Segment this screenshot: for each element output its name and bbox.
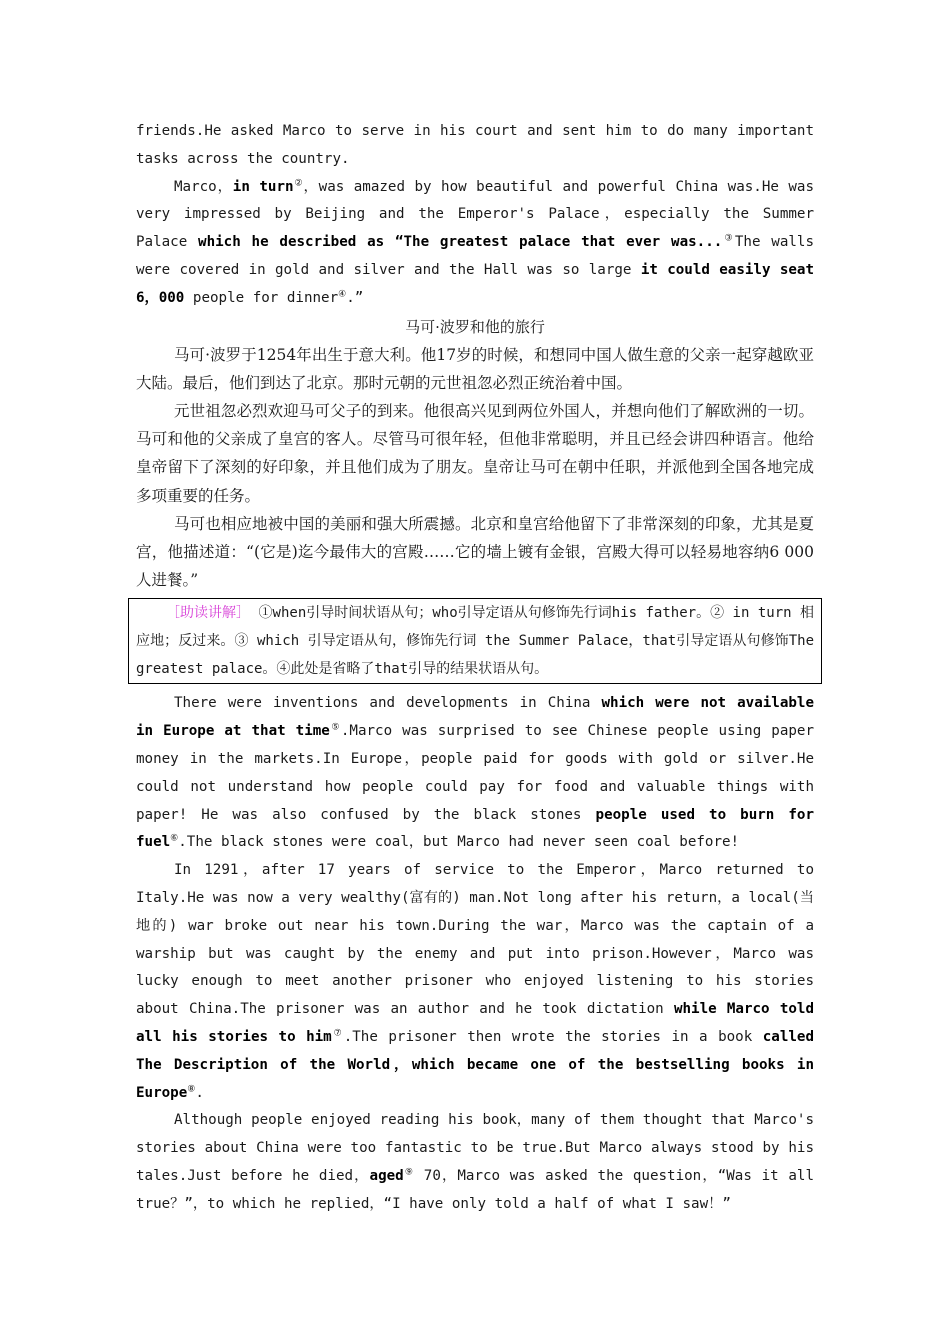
note-marker-6: ⑥ (170, 833, 179, 844)
highlight-seat-6000: it could easily seat 6，000 (136, 261, 814, 306)
highlight-not-available: which were not available in Europe at that time (136, 695, 814, 740)
paragraph-1291: In 1291，after 17 years of service to the Emperor，Marco returned to Italy.He was now a very wealthy(富有的) man.Not long after his return，a local(当地的) war broke out near his town.During the war，Marco was the captain of a warship but was caught by the enemy and put into prison.However，Marco was lucky enough to meet another prisoner who enjoyed listening to his stories about China.The prisoner was an author and he took dictation while Marco told all his stories to him⑦.The prisoner then wrote the stories in a book called The Description of the World，which became one of the bestselling books in Europe⑧. (136, 862, 814, 1101)
translation-paragraph-2: 元世祖忽必烈欢迎马可父子的到来。他很高兴见到两位外国人，并想向他们了解欧洲的一切。马可和他的父亲成了皇宫的客人。尽管马可很年轻，但他非常聪明，并且已经会讲四种语言。他给皇帝留下了深刻的好印象，并且他们成为了朋友。皇帝让马可在朝中任职，并派他到全国各地完成多项重要的任务。 (136, 401, 814, 505)
note-marker-4: ④ (338, 289, 347, 300)
document-page (136, 118, 814, 1219)
translation-paragraph-3: 马可也相应地被中国的美丽和强大所震撼。北京和皇宫给他留下了非常深刻的印象，尤其是夏宫，他描述道：“(它是)迄今最伟大的宫殿……它的墙上镀有金银，宫殿大得可以轻易地容纳6 000人进餐。” (136, 514, 814, 590)
translation-paragraph-1: 马可·波罗于1254年出生于意大利。他17岁的时候，和想同中国人做生意的父亲一起穿越欧亚大陆。最后，他们到达了北京。那时元朝的元世祖忽必烈正统治着中国。 (136, 345, 814, 392)
highlight-which-he-described: which he described as “The greatest palace that ever was... (198, 234, 723, 251)
note-marker-3: ③ (722, 233, 735, 244)
highlight-aged: aged (369, 1167, 404, 1184)
paragraph-inventions: There were inventions and developments in China which were not available in Europe at that time⑤.Marco was surprised to see Chinese people using paper money in the markets.In Europe，people paid for goods with gold or silver.He could not understand how people could pay for food and valuable things with paper! He was also confused by the black stones people used to burn for fuel⑥.The black stones were coal，but Marco had never seen coal before! (136, 695, 814, 851)
paragraph-in-turn: Marco，in turn②，was amazed by how beautiful and powerful China was.He was very impressed by Beijing and the Emperor's Palace，especially the Summer Palace which he described as “The greatest palace that ever was...③The walls were covered in gold and silver and the Hall was so large it could easily seat 6，000 people for dinner④.” (136, 177, 815, 306)
highlight-while-marco-told: while Marco told all his stories to him (136, 1001, 814, 1045)
paragraph-friends: friends.He asked Marco to serve in his court and sent him to do many important tasks across the country. (136, 123, 814, 167)
note-marker-8: ⑧ (187, 1083, 196, 1094)
highlight-description-of-the-world: called The Description of the World，which became one of the bestselling books in Europe (136, 1028, 814, 1101)
highlight-burn-for-fuel: people used to burn for fuel (136, 806, 814, 851)
note-marker-5: ⑤ (329, 722, 341, 733)
reading-notes-label: ［助读讲解］ (166, 605, 251, 622)
note-marker-9: ⑨ (403, 1167, 415, 1178)
note-marker-2: ② (293, 177, 304, 188)
translation-title: 马可·波罗和他的旅行 (405, 317, 545, 336)
reading-notes-text: ①when引导时间状语从句；who引导定语从句修饰先行词his father。② in turn 相应地；反过来。③ which 引导定语从句，修饰先行词 the Summer Palace，that引导定语从句修饰The greatest palace。④此处是省略了that引导的结果状语从句。 (136, 605, 815, 678)
paragraph-although: Although people enjoyed reading his book，many of them thought that Marco's stories about China were too fantastic to be true.But Marco always stood by his tales.Just before he died，aged⑨ 70，Marco was asked the question，“Was it all true？”，to which he replied，“I have only told a half of what I saw！” (136, 1112, 814, 1212)
reading-notes-box (128, 598, 822, 684)
note-marker-7: ⑦ (331, 1028, 344, 1039)
highlight-in-turn: in turn (232, 178, 294, 195)
